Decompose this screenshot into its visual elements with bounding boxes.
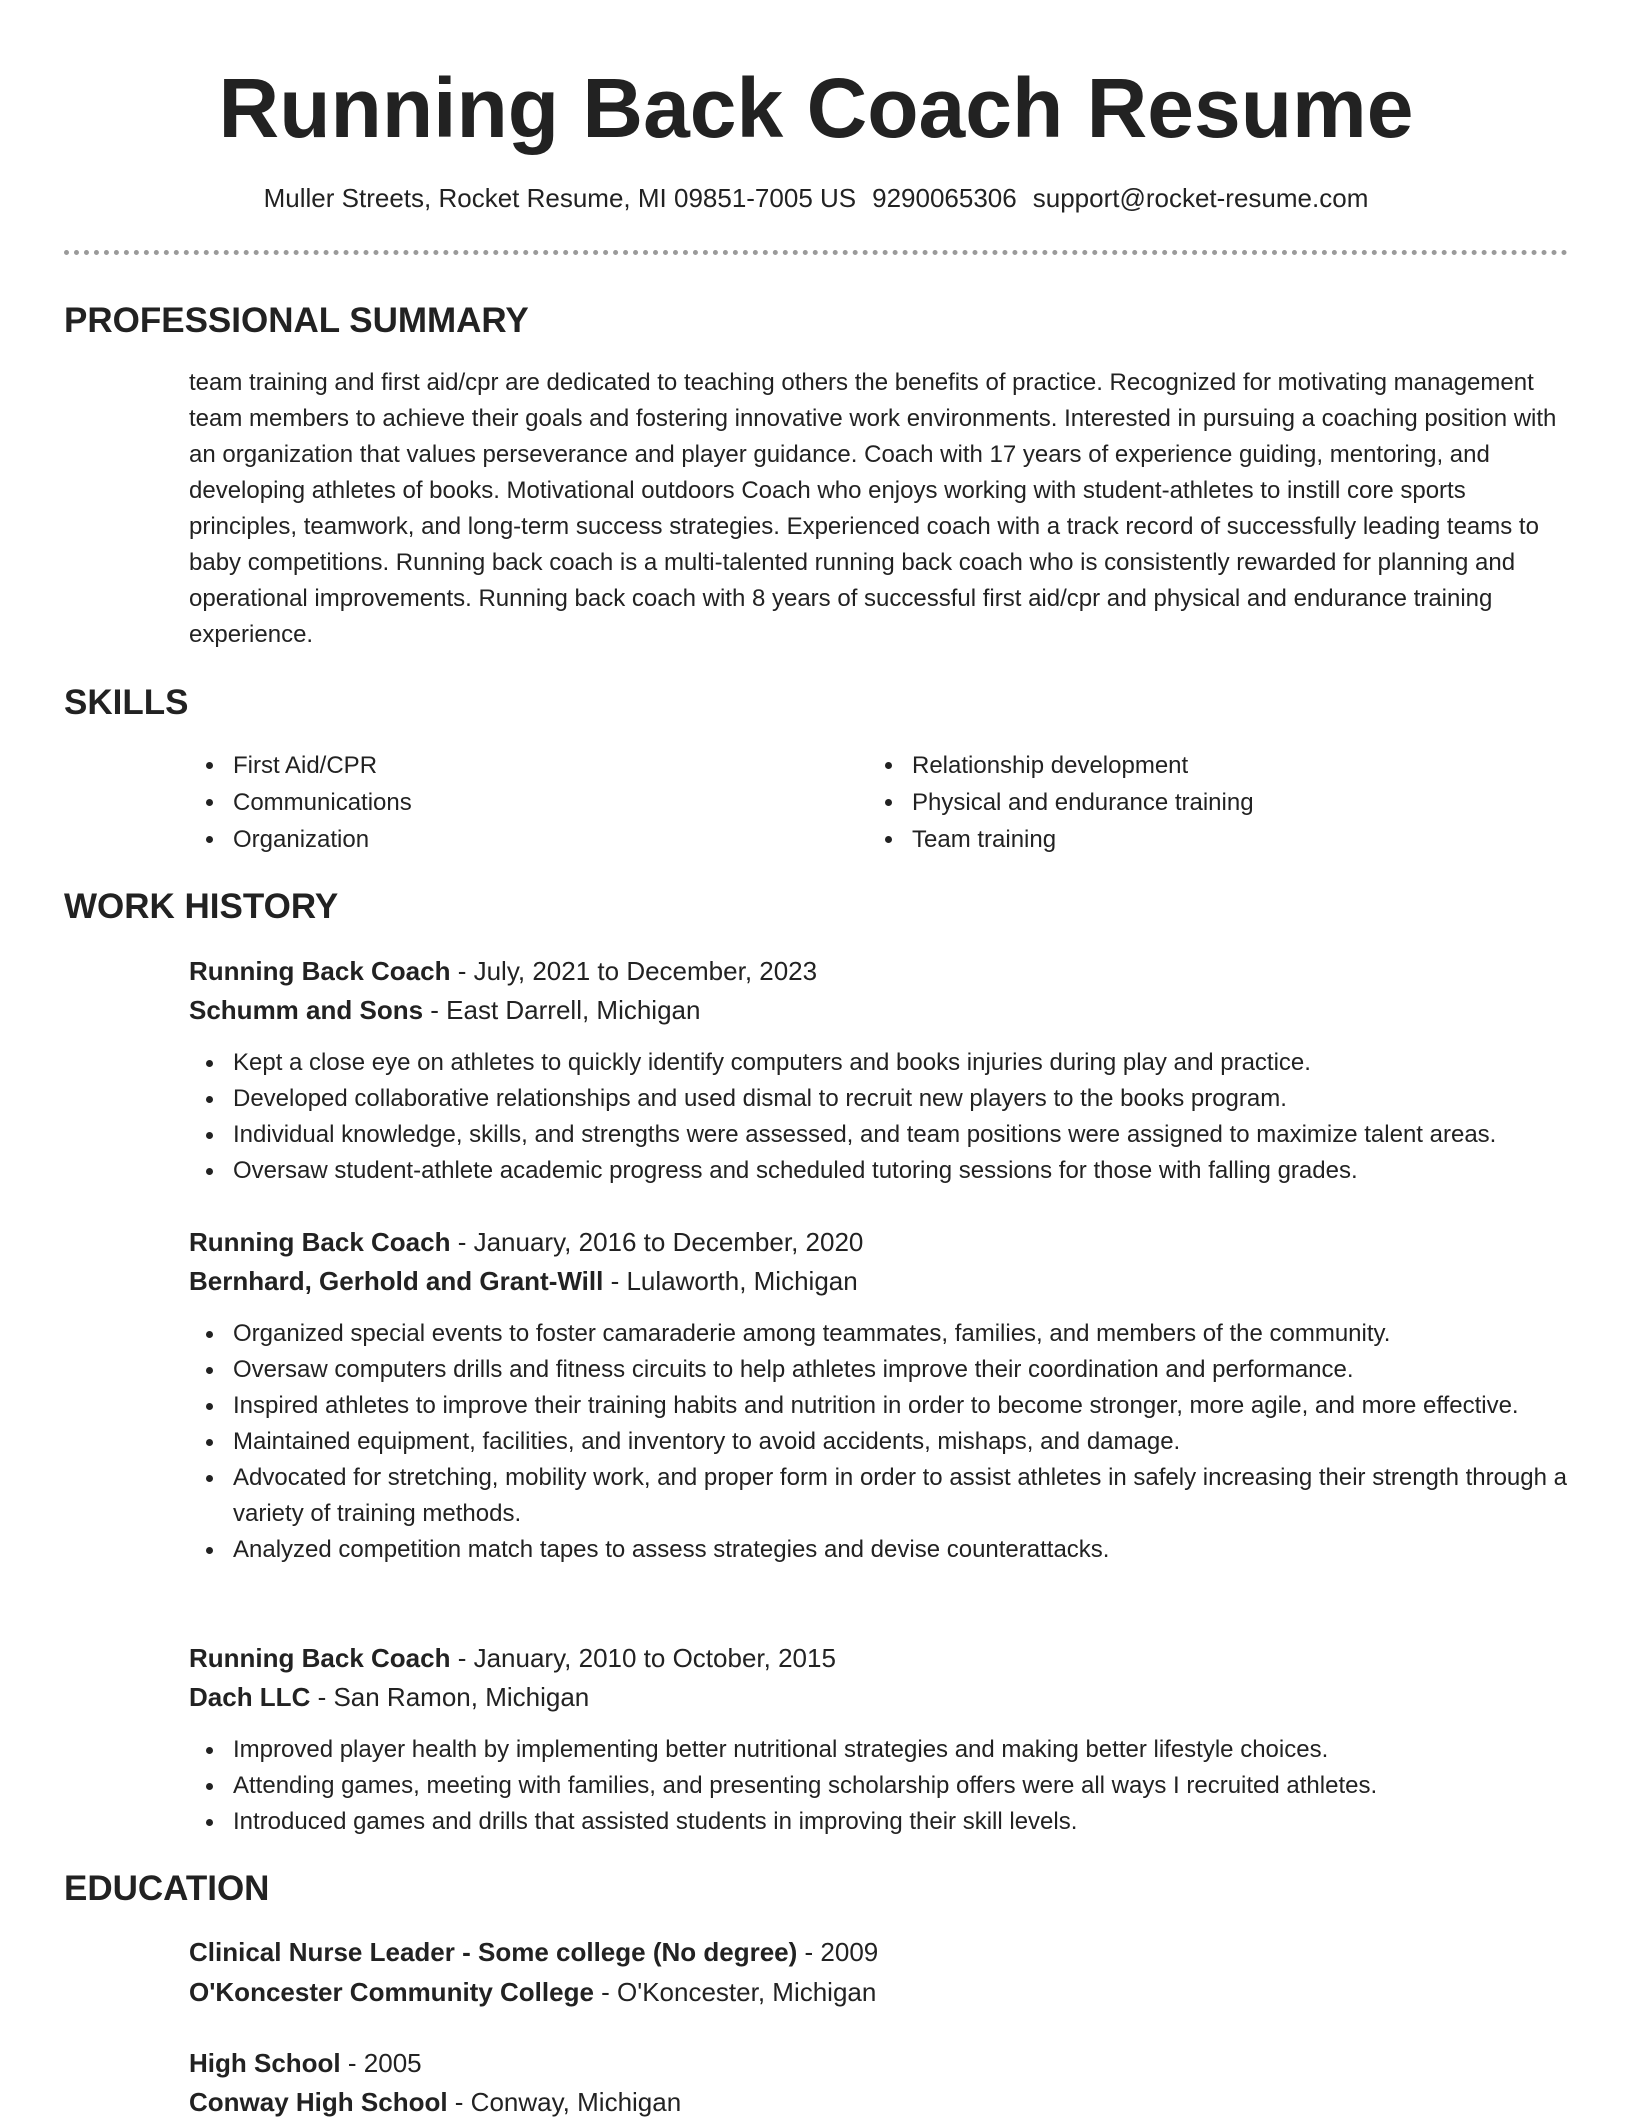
job-dates: - July, 2021 to December, 2023 <box>450 956 818 986</box>
list-item: Improved player health by implementing better nutritional strategies and making better lifestyle choices. <box>189 1732 1569 1768</box>
education-school-line <box>189 1974 876 2010</box>
skills-list-left <box>189 747 829 858</box>
skills-heading: SKILLS <box>64 683 189 722</box>
education-school-line <box>189 2084 681 2120</box>
job-bullets <box>189 1732 1569 1840</box>
list-item: Developed collaborative relationships and used dismal to recruit new players to the books program. <box>189 1081 1569 1117</box>
job-bullets <box>189 1316 1569 1568</box>
job-title: Running Back Coach <box>189 1227 451 1257</box>
job-company: Bernhard, Gerhold and Grant-Will <box>189 1266 604 1296</box>
skill-item: Team training <box>868 821 1568 858</box>
job-title-line <box>189 1224 863 1260</box>
summary-heading: PROFESSIONAL SUMMARY <box>64 301 529 340</box>
resume-title: Running Back Coach Resume <box>218 61 1414 155</box>
list-item: Attending games, meeting with families, and presenting scholarship offers were all ways I recruited athletes. <box>189 1768 1569 1804</box>
header-divider <box>64 250 1568 255</box>
job-dates: - January, 2010 to October, 2015 <box>450 1643 836 1673</box>
education-year: - 2009 <box>797 1937 879 1967</box>
job-location: - East Darrell, Michigan <box>423 995 701 1025</box>
skills-list-right <box>868 747 1568 858</box>
education-degree: High School <box>189 2048 341 2078</box>
education-year: - 2005 <box>340 2048 422 2078</box>
job-company-line <box>189 992 700 1028</box>
education-heading: EDUCATION <box>64 1869 270 1908</box>
job-title-line <box>189 953 817 989</box>
job-company: Dach LLC <box>189 1682 311 1712</box>
list-item: Individual knowledge, skills, and strengths were assessed, and team positions were assigned to maximize talent areas. <box>189 1117 1569 1153</box>
education-school: Conway High School <box>189 2087 448 2117</box>
education-degree-line <box>189 2045 422 2081</box>
skill-item: Relationship development <box>868 747 1568 784</box>
list-item: Introduced games and drills that assisted students in improving their skill levels. <box>189 1804 1569 1840</box>
job-company: Schumm and Sons <box>189 995 424 1025</box>
list-item: Oversaw computers drills and fitness circuits to help athletes improve their coordination and performance. <box>189 1352 1569 1388</box>
list-item: Advocated for stretching, mobility work, and proper form in order to assist athletes in safely increasing their strength through a variety of training methods. <box>189 1460 1569 1532</box>
work-heading: WORK HISTORY <box>64 887 339 926</box>
job-title-line <box>189 1640 836 1676</box>
job-company-line <box>189 1679 589 1715</box>
job-location: - San Ramon, Michigan <box>310 1682 590 1712</box>
contact-phone: 9290065306 <box>872 183 1017 213</box>
job-title: Running Back Coach <box>189 1643 451 1673</box>
contact-email: support@rocket-resume.com <box>1032 183 1369 213</box>
contact-address: Muller Streets, Rocket Resume, MI 09851-7005 US <box>263 183 857 213</box>
job-title: Running Back Coach <box>189 956 451 986</box>
education-degree-line <box>189 1934 878 1970</box>
education-school: O'Koncester Community College <box>189 1977 594 2007</box>
job-dates: - January, 2016 to December, 2020 <box>450 1227 864 1257</box>
skill-item: Communications <box>189 784 829 821</box>
list-item: Inspired athletes to improve their training habits and nutrition in order to become stronger, more agile, and more effective. <box>189 1388 1569 1424</box>
list-item: Organized special events to foster camaraderie among teammates, families, and members of the community. <box>189 1316 1569 1352</box>
list-item: Maintained equipment, facilities, and inventory to avoid accidents, mishaps, and damage. <box>189 1424 1569 1460</box>
contact-line <box>0 180 1632 216</box>
skill-item: First Aid/CPR <box>189 747 829 784</box>
education-location: - Conway, Michigan <box>447 2087 682 2117</box>
list-item: Kept a close eye on athletes to quickly identify computers and books injuries during play and practice. <box>189 1045 1569 1081</box>
summary-text: team training and first aid/cpr are dedicated to teaching others the benefits of practice. Recognized for motivating management team members to achieve their goals and fostering innovative work environments. Interested in pursuing a coaching position with an organization that values perseverance and player guidance. Coach with 17 years of experience guiding, mentoring, and developing athletes of books. Motivational outdoors Coach who enjoys working with student-athletes to instill core sports principles, teamwork, and long-term success strategies. Experienced coach with a track record of successfully leading teams to baby competitions. Running back coach is a multi-talented running back coach who is consistently rewarded for planning and operational improvements. Running back coach with 8 years of successful first aid/cpr and physical and endurance training experience. <box>189 369 1557 648</box>
education-degree: Clinical Nurse Leader - Some college (No degree) <box>189 1937 798 1967</box>
job-bullets <box>189 1045 1569 1189</box>
list-item: Analyzed competition match tapes to assess strategies and devise counterattacks. <box>189 1532 1569 1568</box>
job-location: - Lulaworth, Michigan <box>603 1266 858 1296</box>
job-company-line <box>189 1263 858 1299</box>
education-location: - O'Koncester, Michigan <box>593 1977 877 2007</box>
skill-item: Organization <box>189 821 829 858</box>
list-item: Oversaw student-athlete academic progress and scheduled tutoring sessions for those with falling grades. <box>189 1153 1569 1189</box>
skill-item: Physical and endurance training <box>868 784 1568 821</box>
